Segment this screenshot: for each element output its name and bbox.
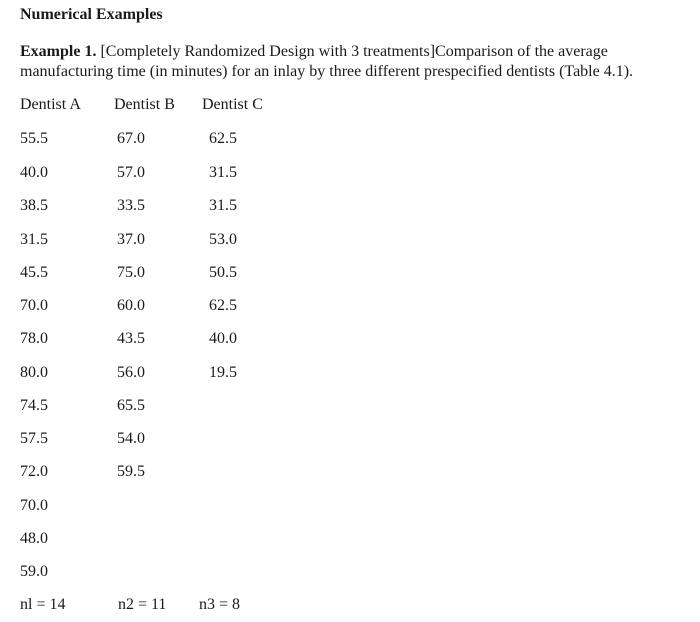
cell-dentist-b: 56.0 bbox=[117, 364, 145, 381]
table-row bbox=[0, 130, 700, 152]
cell-dentist-b: 33.5 bbox=[117, 197, 145, 214]
cell-dentist-a: 40.0 bbox=[20, 164, 48, 181]
example-label: Example 1. bbox=[20, 43, 97, 60]
count-dentist-a: nl = 14 bbox=[20, 596, 66, 613]
cell-dentist-b: 54.0 bbox=[117, 430, 145, 447]
cell-dentist-c: 62.5 bbox=[209, 297, 237, 314]
table-row bbox=[0, 231, 700, 253]
cell-dentist-b: 67.0 bbox=[117, 130, 145, 147]
cell-dentist-a: 78.0 bbox=[20, 330, 48, 347]
table-row bbox=[0, 297, 700, 319]
cell-dentist-b: 60.0 bbox=[117, 297, 145, 314]
cell-dentist-b: 43.5 bbox=[117, 330, 145, 347]
table-row bbox=[0, 463, 700, 485]
cell-dentist-c: 19.5 bbox=[209, 364, 237, 381]
cell-dentist-a: 72.0 bbox=[20, 463, 48, 480]
cell-dentist-a: 31.5 bbox=[20, 231, 48, 248]
cell-dentist-b: 59.5 bbox=[117, 463, 145, 480]
cell-dentist-c: 62.5 bbox=[209, 130, 237, 147]
cell-dentist-c: 40.0 bbox=[209, 330, 237, 347]
cell-dentist-c: 31.5 bbox=[209, 164, 237, 181]
cell-dentist-b: 65.5 bbox=[117, 397, 145, 414]
table-row bbox=[0, 430, 700, 452]
cell-dentist-a: 59.0 bbox=[20, 563, 48, 580]
count-dentist-c: n3 = 8 bbox=[199, 596, 241, 613]
example-text: [Completely Randomized Design with 3 treatments]Comparison of the average manufacturing time (in minutes) for an inlay by three different prespecified dentists (Table 4.1). bbox=[20, 43, 634, 80]
cell-dentist-a: 80.0 bbox=[20, 364, 48, 381]
table-row bbox=[0, 497, 700, 519]
cell-dentist-a: 74.5 bbox=[20, 397, 48, 414]
cell-dentist-b: 37.0 bbox=[117, 231, 145, 248]
table-row bbox=[0, 364, 700, 386]
table-row bbox=[0, 330, 700, 352]
cell-dentist-a: 57.5 bbox=[20, 430, 48, 447]
cell-dentist-a: 70.0 bbox=[20, 497, 48, 514]
cell-dentist-c: 50.5 bbox=[209, 264, 237, 281]
cell-dentist-a: 55.5 bbox=[20, 130, 48, 147]
cell-dentist-b: 75.0 bbox=[117, 264, 145, 281]
table-row bbox=[0, 397, 700, 419]
count-dentist-b: n2 = 11 bbox=[118, 596, 167, 613]
cell-dentist-a: 70.0 bbox=[20, 297, 48, 314]
header-dentist-c: Dentist C bbox=[202, 96, 263, 113]
cell-dentist-c: 31.5 bbox=[209, 197, 237, 214]
cell-dentist-a: 45.5 bbox=[20, 264, 48, 281]
cell-dentist-c: 53.0 bbox=[209, 231, 237, 248]
cell-dentist-a: 48.0 bbox=[20, 530, 48, 547]
section-title: Numerical Examples bbox=[20, 6, 163, 23]
header-dentist-a: Dentist A bbox=[20, 96, 81, 113]
example-description bbox=[20, 42, 680, 82]
sample-size-row bbox=[0, 596, 700, 618]
table-row bbox=[0, 264, 700, 286]
table-row bbox=[0, 563, 700, 585]
table-row bbox=[0, 164, 700, 186]
table-row bbox=[0, 530, 700, 552]
header-dentist-b: Dentist B bbox=[114, 96, 175, 113]
cell-dentist-b: 57.0 bbox=[117, 164, 145, 181]
table-row bbox=[0, 197, 700, 219]
table-header bbox=[0, 96, 700, 118]
cell-dentist-a: 38.5 bbox=[20, 197, 48, 214]
